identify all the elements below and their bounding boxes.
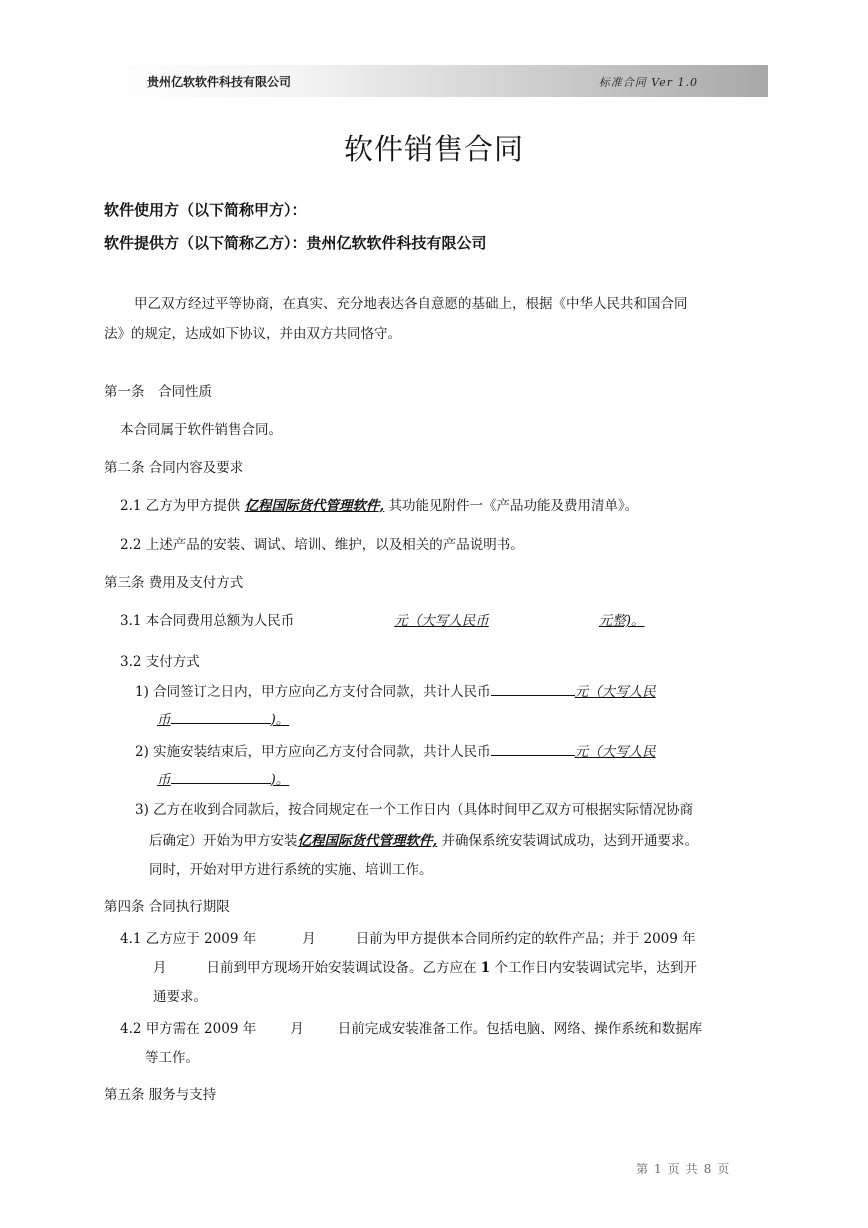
p2-tail: 元（大写人民	[574, 744, 656, 760]
blank-p1	[491, 683, 575, 696]
payment-2-line1	[135, 740, 656, 760]
footer-f: 页	[717, 1162, 732, 1176]
document-title: 软件销售合同	[343, 132, 524, 166]
article-4-item-2-line2: 等工作。	[145, 1050, 199, 1066]
a4-i2-l1c: 日前完成安装准备工作。包括电脑、网络、操作系统和数据库	[337, 1021, 703, 1037]
blank-p1-words	[171, 711, 271, 724]
footer-current-page: 1	[654, 1162, 664, 1176]
preamble-line2: 法》的规定，达成如下协议，并由双方共同恪守。	[104, 326, 401, 342]
payment-1-line1	[135, 680, 656, 700]
p3-l2-post: 并确保系统安装调试成功，达到开通要求。	[437, 833, 698, 849]
p3-l2-pre: 后确定）开始为甲方安装	[149, 833, 298, 849]
footer-d: 共	[685, 1162, 700, 1176]
blank-p2	[491, 743, 575, 756]
a4-i1-l2d: 个工作日内安装调试完毕，达到开	[494, 960, 697, 976]
a4-i1-l1a: 4.1 乙方应于 2009 年	[120, 931, 257, 947]
article-3-item-2: 3.2 支付方式	[120, 654, 200, 670]
article-3-heading: 第三条 费用及支付方式	[104, 575, 244, 591]
party-provider: 软件提供方（以下简称乙方）：贵州亿软软件科技有限公司	[104, 234, 487, 252]
a4-i1-l1b: 月	[302, 931, 316, 947]
a4-i1-l2a: 月	[153, 960, 167, 976]
header-company: 贵州亿软软件科技有限公司	[147, 75, 292, 89]
article-4-item-1-line2	[153, 956, 697, 976]
preamble-line1: 甲乙双方经过平等协商，在真实、充分地表达各自意愿的基础上，根据《中华人民共和国合同	[134, 296, 688, 312]
header-version: 标准合同 Ver 1.0	[598, 76, 698, 89]
payment-2-line2	[157, 768, 289, 788]
a4-i2-l1b: 月	[290, 1021, 304, 1037]
article-1-heading: 第一条 合同性质	[104, 384, 212, 400]
footer-a: 第	[636, 1162, 651, 1176]
article-3-item-1	[120, 609, 645, 629]
a4-i1-l2c: 1	[480, 960, 491, 976]
art3-i1-end: 元整)。	[598, 613, 645, 629]
article-5-heading: 第五条 服务与支持	[104, 1087, 217, 1103]
article-4-heading: 第四条 合同执行期限	[104, 899, 230, 915]
p1-l2a: 币	[157, 712, 171, 728]
article-1-body: 本合同属于软件销售合同。	[120, 422, 282, 438]
article-2-item-2: 2.2 上述产品的安装、调试、培训、维护，以及相关的产品说明书。	[120, 537, 524, 553]
p1-pre: 1) 合同签订之日内，甲方应向乙方支付合同款，共计人民币	[135, 684, 491, 700]
article-2-heading: 第二条 合同内容及要求	[104, 460, 244, 476]
article-4-item-1-line1	[120, 927, 696, 947]
p2-l2a: 币	[157, 772, 171, 788]
payment-3-line1: 3) 乙方在收到合同款后，按合同规定在一个工作日内（具体时间甲乙双方可根据实际情况协商	[135, 802, 694, 818]
p2-pre: 2) 实施安装结束后，甲方应向乙方支付合同款，共计人民币	[135, 744, 491, 760]
art2-i1-product: 亿程国际货代管理软件,	[244, 498, 385, 514]
article-2-item-1	[120, 494, 638, 514]
blank-p2-words	[171, 771, 271, 784]
payment-3-line2	[149, 829, 698, 849]
p3-l2-product: 亿程国际货代管理软件,	[297, 833, 438, 849]
a4-i2-l1a: 4.2 甲方需在 2009 年	[120, 1021, 257, 1037]
art2-i1-post: 其功能见附件一《产品功能及费用清单》。	[384, 498, 639, 514]
p2-l2b: )。	[270, 772, 290, 788]
art3-i1-mid: 元（大写人民币	[394, 613, 489, 629]
party-user: 软件使用方（以下简称甲方）：	[104, 201, 307, 219]
article-4-item-2-line1	[120, 1017, 702, 1037]
footer-c: 页	[667, 1162, 682, 1176]
p1-l2b: )。	[270, 712, 290, 728]
payment-3-line3: 同时，开始对甲方进行系统的实施、培训工作。	[149, 862, 433, 878]
a4-i1-l1c: 日前为甲方提供本合同所约定的软件产品；并于 2009 年	[355, 931, 696, 947]
art2-i1-pre: 2.1 乙方为甲方提供	[120, 498, 245, 514]
p1-tail: 元（大写人民	[574, 684, 656, 700]
payment-1-line2	[157, 708, 289, 728]
art3-i1-pre: 3.1 本合同费用总额为人民币	[120, 613, 295, 629]
article-4-item-1-line3: 通要求。	[153, 989, 207, 1005]
page-number	[636, 1160, 735, 1177]
page-header	[100, 65, 768, 97]
a4-i1-l2b: 日前到甲方现场开始安装调试设备。乙方应在	[206, 960, 477, 976]
footer-total-pages: 8	[703, 1162, 714, 1176]
